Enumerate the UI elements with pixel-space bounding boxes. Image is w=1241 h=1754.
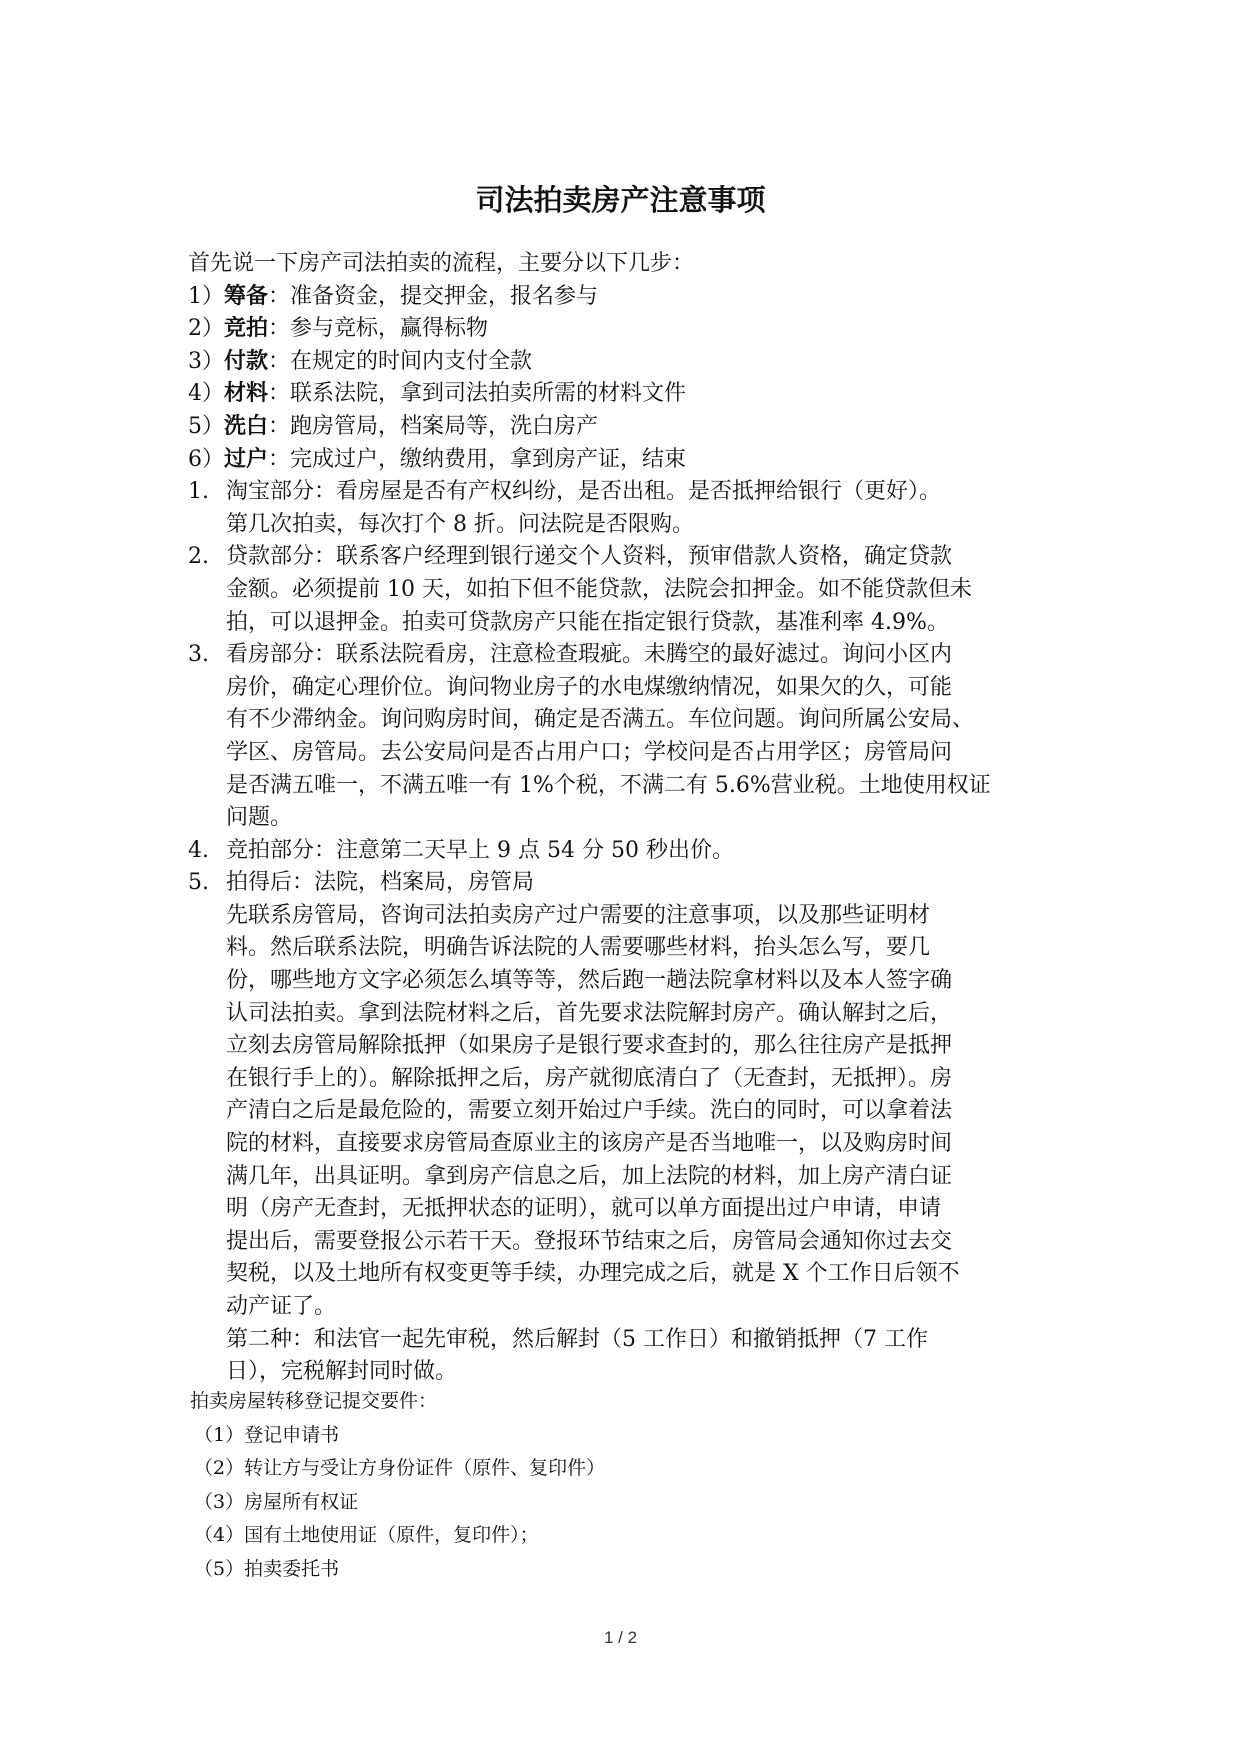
step-label: 过户 <box>224 446 269 472</box>
step-text: ：联系法院，拿到司法拍卖所需的材料文件 <box>268 381 687 407</box>
step-item <box>188 411 1088 444</box>
section-line <box>188 1356 1088 1389</box>
step-number: 1） <box>188 283 224 309</box>
step-label: 材料 <box>224 381 269 407</box>
page-number: 1 / 2 <box>603 1628 638 1647</box>
section-line <box>188 1324 1088 1357</box>
step-text: ：参与竞标，赢得标物 <box>268 316 489 342</box>
section-item <box>188 476 1088 541</box>
step-text: ：跑房管局，档案局等，洗白房产 <box>268 413 599 439</box>
section-line <box>188 900 1088 933</box>
section-text: 院的材料，直接要求房管局查原业主的该房产是否当地唯一，以及购房时间 <box>226 1131 953 1157</box>
section-line <box>188 1128 1088 1161</box>
section-line <box>188 1258 1088 1291</box>
step-text: ：准备资金，提交押金，报名参与 <box>268 283 599 309</box>
section-line <box>188 835 1088 868</box>
section-text: 提出后，需要登报公示若干天。登报环节结束之后，房管局会通知你过去交 <box>226 1228 953 1254</box>
step-number: 4） <box>188 381 224 407</box>
section-item <box>188 541 1088 639</box>
section-item <box>188 639 1088 835</box>
section-text: 房价，确定心理价位。询问物业房子的水电煤缴纳情况，如果欠的久，可能 <box>226 674 953 700</box>
section-number: 2. <box>188 544 209 570</box>
transfer-block <box>190 1385 605 1586</box>
section-line <box>188 965 1088 998</box>
section-number: 1. <box>188 479 209 505</box>
transfer-item: （3）房屋所有权证 <box>194 1490 359 1513</box>
step-label: 付款 <box>224 348 269 374</box>
section-number: 5. <box>188 870 209 896</box>
step-number: 2） <box>188 316 224 342</box>
section-text: 竞拍部分：注意第二天早上 9 点 54 分 50 秒出价。 <box>226 837 734 863</box>
transfer-item: （4）国有土地使用证（原件，复印件）； <box>194 1524 539 1546</box>
step-number: 6） <box>188 446 224 472</box>
steps-list <box>188 281 1088 477</box>
section-text: 学区、房管局。去公安局问是否占用户口；学校问是否占用学区；房管局问 <box>226 739 953 765</box>
section-text: 动产证了。 <box>226 1294 337 1319</box>
step-text: ：在规定的时间内支付全款 <box>268 348 533 374</box>
step-item <box>188 313 1088 346</box>
section-text: 先联系房管局，咨询司法拍卖房产过户需要的注意事项，以及那些证明材 <box>226 902 931 928</box>
document-body <box>188 248 1088 1389</box>
section-text: 日），完税解封同时做。 <box>226 1359 458 1385</box>
page-title: 司法拍卖房产注意事项 <box>475 183 766 217</box>
section-line <box>188 704 1088 737</box>
section-text: 是否满五唯一，不满五唯一有 1%个税，不满二有 5.6%营业税。土地使用权证 <box>226 772 991 798</box>
intro-text: 首先说一下房产司法拍卖的流程，主要分以下几步： <box>188 251 695 276</box>
section-line <box>188 574 1088 607</box>
section-line <box>188 737 1088 770</box>
section-text: 看房部分：联系法院看房，注意检查瑕疵。未腾空的最好滤过。询问小区内 <box>226 642 953 668</box>
section-text: 产清白之后是最危险的，需要立刻开始过户手续。洗白的同时，可以拿着法 <box>226 1098 953 1124</box>
section-item <box>188 867 1088 1389</box>
section-line <box>188 1193 1088 1226</box>
section-line <box>188 1291 1088 1324</box>
section-text: 料。然后联系法院，明确告诉法院的人需要哪些材料，抬头怎么写，要几 <box>226 935 931 961</box>
section-text: 第二种：和法官一起先审税，然后解封（5 工作日）和撤销抵押（7 工作 <box>226 1326 928 1352</box>
transfer-item: （2）转让方与受让方身份证件（原件、复印件） <box>194 1457 606 1479</box>
step-item <box>188 378 1088 411</box>
step-number: 5） <box>188 413 224 439</box>
section-text: 契税，以及土地所有权变更等手续，办理完成之后，就是 X 个工作日后领不 <box>226 1261 960 1287</box>
section-text: 淘宝部分：看房屋是否有产权纠纷，是否出租。是否抵押给银行（更好）。 <box>226 479 942 505</box>
section-number: 4. <box>188 837 209 863</box>
section-line <box>188 639 1088 672</box>
section-text: 满几年，出具证明。拿到房产信息之后，加上法院的材料，加上房产清白证 <box>226 1163 953 1189</box>
transfer-item: （1）登记申请书 <box>194 1423 340 1446</box>
step-item <box>188 346 1088 379</box>
transfer-item: （5）拍卖委托书 <box>194 1557 340 1580</box>
section-text: 在银行手上的）。解除抵押之后，房产就彻底清白了（无查封，无抵押）。房 <box>226 1065 953 1091</box>
section-text: 明（房产无查封，无抵押状态的证明），就可以单方面提出过户申请，申请 <box>226 1196 942 1222</box>
section-line <box>188 1095 1088 1128</box>
section-line <box>188 541 1088 574</box>
transfer-heading: 拍卖房屋转移登记提交要件： <box>190 1390 438 1412</box>
section-number: 3. <box>188 642 209 668</box>
section-line <box>188 1030 1088 1063</box>
section-text: 立刻去房管局解除抵押（如果房子是银行要求查封的，那么往往房产是抵押 <box>226 1033 953 1059</box>
section-item <box>188 835 1088 868</box>
section-line <box>188 998 1088 1031</box>
section-text: 贷款部分：联系客户经理到银行递交个人资料，预审借款人资格，确定贷款 <box>226 544 953 570</box>
section-line <box>188 509 1088 542</box>
section-line <box>188 770 1088 803</box>
step-item <box>188 281 1088 314</box>
section-line <box>188 802 1088 835</box>
section-text: 金额。必须提前 10 天，如拍下但不能贷款，法院会扣押金。如不能贷款但未 <box>226 576 972 602</box>
transfer-items <box>190 1419 605 1587</box>
step-number: 3） <box>188 348 224 374</box>
section-line <box>188 867 1088 900</box>
section-text: 份，哪些地方文字必须怎么填等等，然后跑一趟法院拿材料以及本人签字确 <box>226 968 953 994</box>
step-label: 洗白 <box>224 413 269 439</box>
sections-list <box>188 476 1088 1389</box>
section-text: 拍得后：法院，档案局，房管局 <box>226 870 535 896</box>
section-text: 问题。 <box>226 805 293 831</box>
section-line <box>188 1226 1088 1259</box>
section-line <box>188 1063 1088 1096</box>
section-line <box>188 476 1088 509</box>
section-line <box>188 1161 1088 1194</box>
step-item <box>188 444 1088 477</box>
section-line <box>188 607 1088 640</box>
section-line <box>188 672 1088 705</box>
section-line <box>188 932 1088 965</box>
section-text: 认司法拍卖。拿到法院材料之后，首先要求法院解封房产。确认解封之后， <box>226 1000 953 1026</box>
step-label: 竞拍 <box>224 316 269 342</box>
step-label: 筹备 <box>224 283 269 309</box>
section-text: 第几次拍卖，每次打个 8 折。问法院是否限购。 <box>226 511 694 537</box>
section-text: 拍，可以退押金。拍卖可贷款房产只能在指定银行贷款，基准利率 4.9%。 <box>226 609 949 635</box>
step-text: ：完成过户，缴纳费用，拿到房产证，结束 <box>268 446 687 472</box>
section-text: 有不少滞纳金。询问购房时间，确定是否满五。车位问题。询问所属公安局、 <box>226 707 975 733</box>
